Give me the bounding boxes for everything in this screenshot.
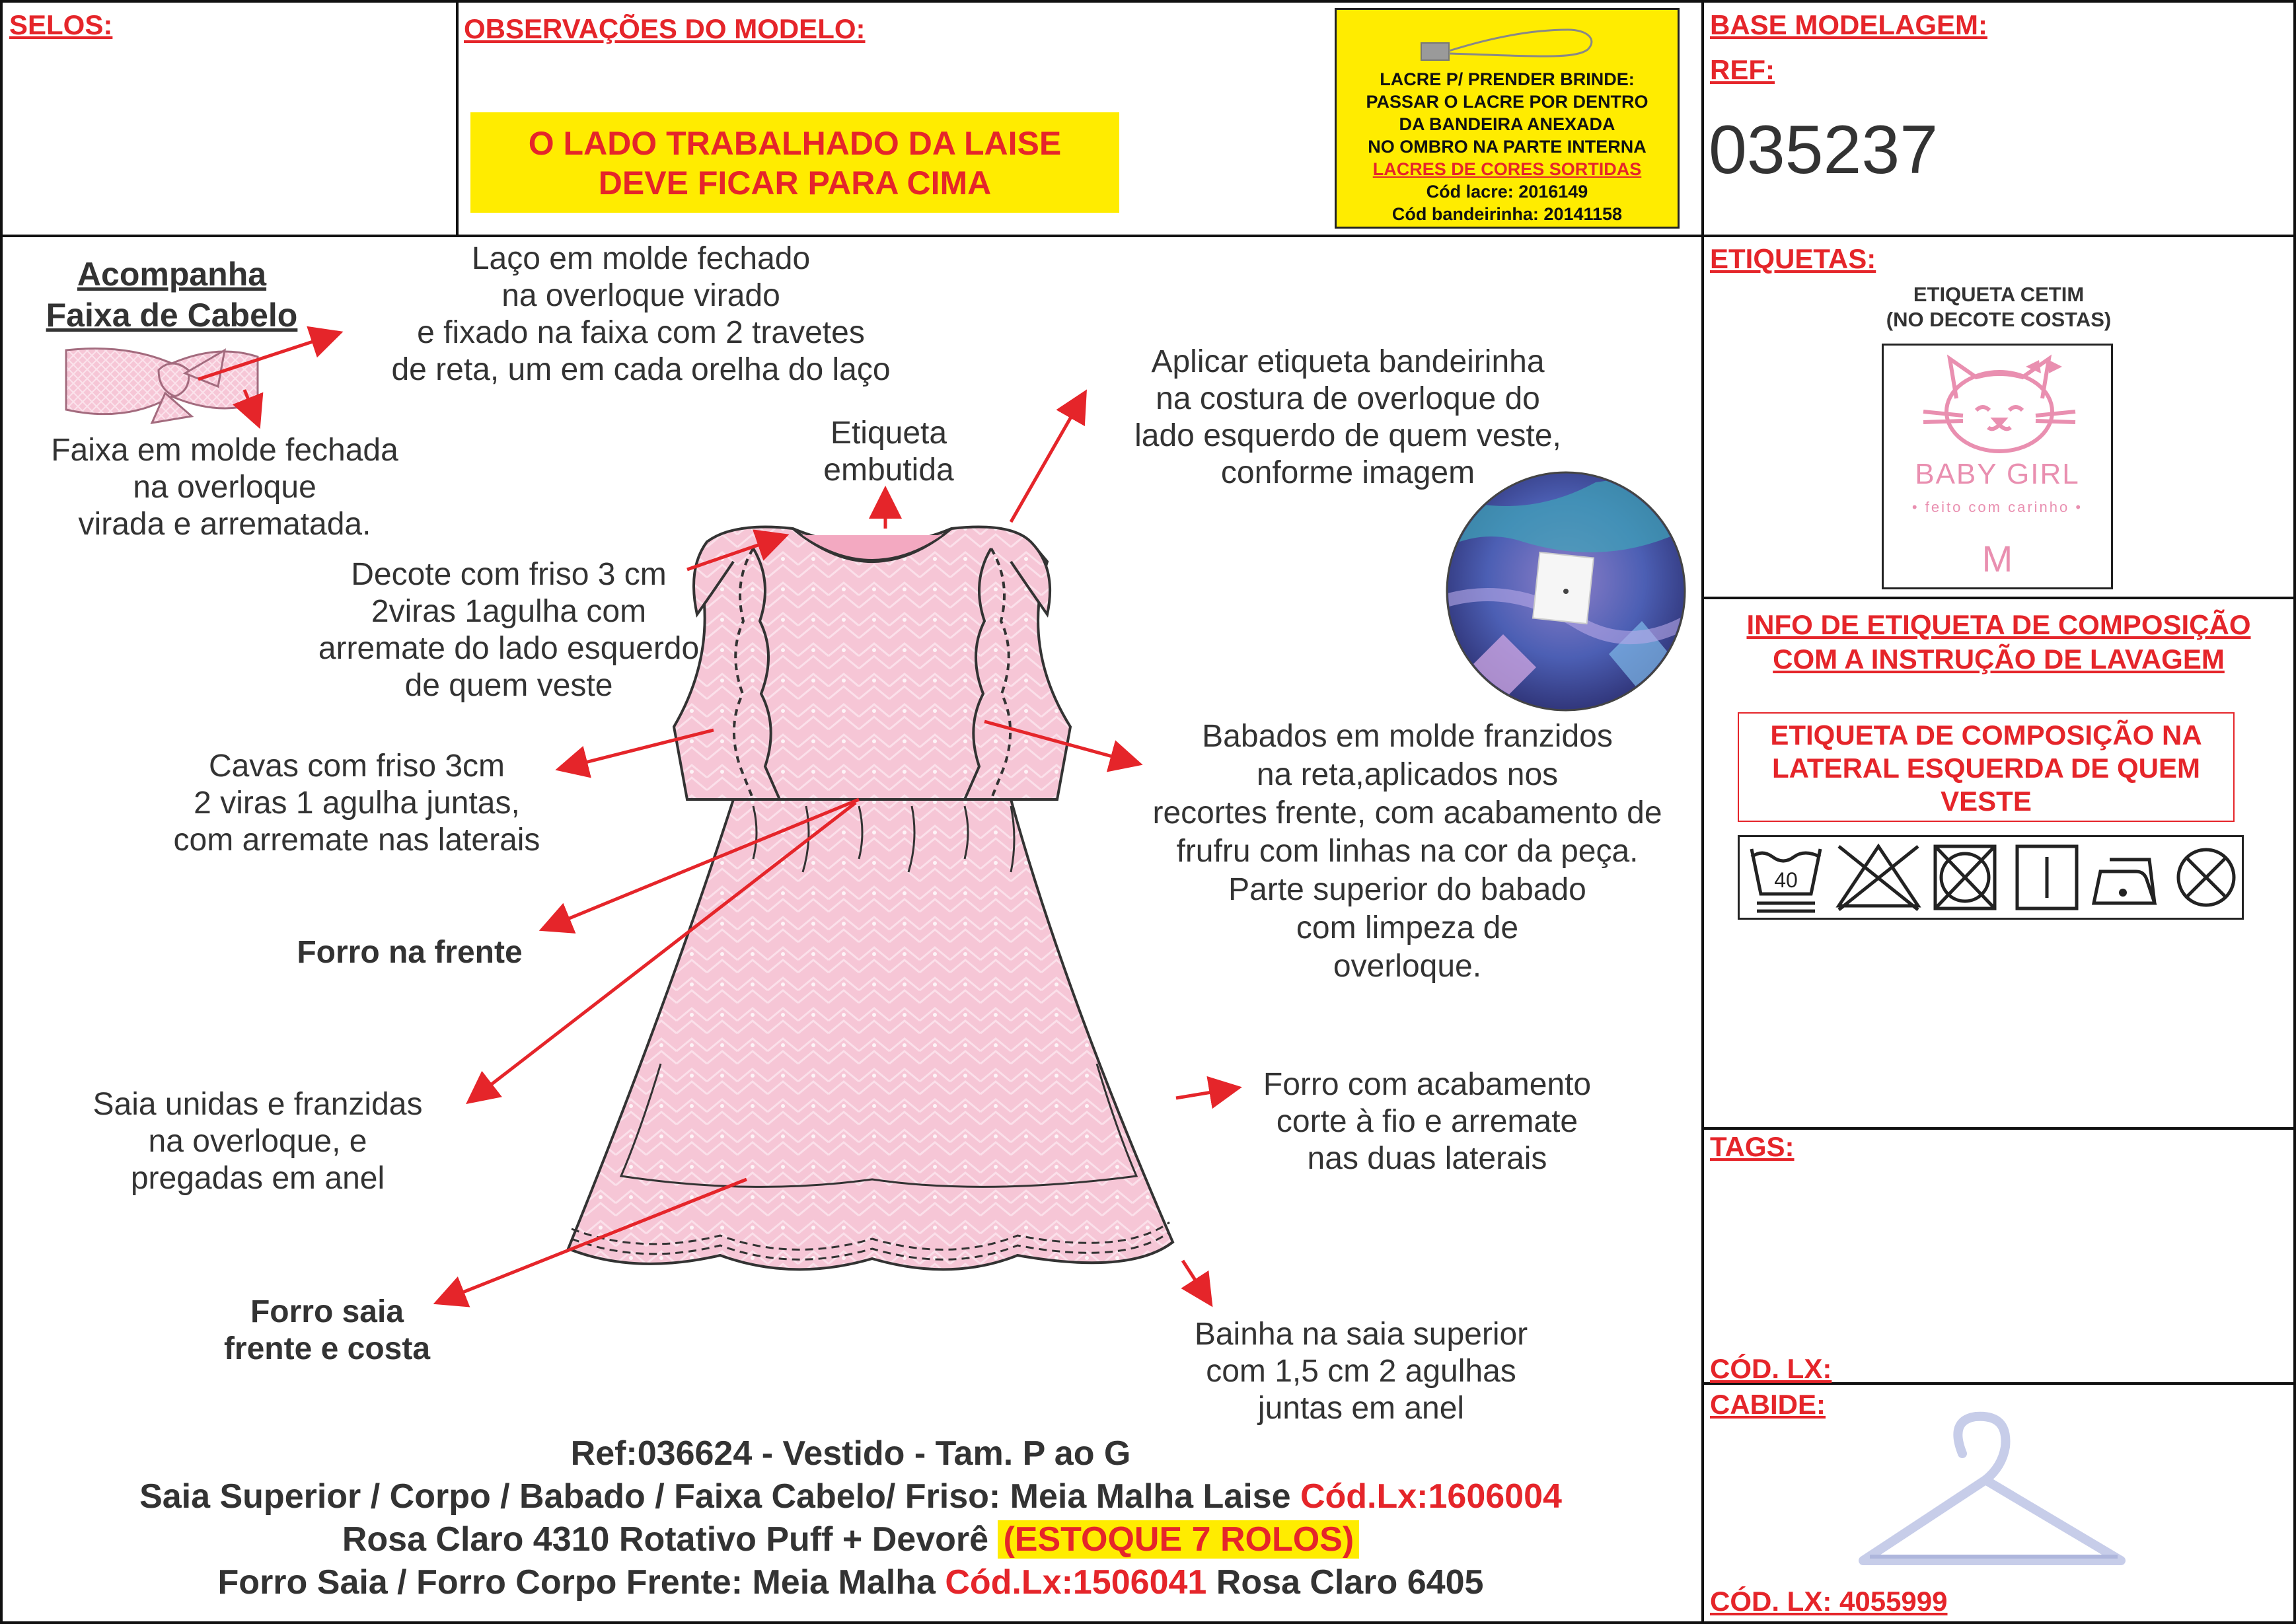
line-dry-icon bbox=[2017, 846, 2077, 908]
aplicar-line-4: conforme imagem bbox=[1220, 455, 1475, 490]
etiqueta-cetim-1: ETIQUETA CETIM bbox=[1913, 283, 2085, 306]
kitten-logo-icon bbox=[1884, 346, 2115, 458]
bainha-line-3: juntas em anel bbox=[1257, 1391, 1465, 1426]
forro-saia-line-2: frente e costa bbox=[223, 1331, 431, 1366]
aplicar-line-2: na costura de overloque do bbox=[1156, 381, 1540, 416]
cavas-line-2: 2 viras 1 agulha juntas, bbox=[194, 786, 520, 821]
comp-line-3: VESTE bbox=[1941, 786, 2032, 817]
label-tagline: • feito com carinho • bbox=[1911, 499, 2083, 515]
aplicar-line-1: Aplicar etiqueta bandeirinha bbox=[1151, 344, 1545, 379]
forro-acabamento-line-2: corte à fio e arremate bbox=[1276, 1104, 1578, 1139]
yellow-warning-line-2: DEVE FICAR PARA CIMA bbox=[598, 165, 992, 202]
footer-stock-highlight: (ESTOQUE 7 ROLOS) bbox=[998, 1520, 1359, 1559]
wash-temp: 40 bbox=[1774, 868, 1798, 892]
saia-line-1: Saia unidas e franzidas bbox=[93, 1087, 423, 1122]
saia-line-3: pregadas em anel bbox=[130, 1161, 385, 1196]
baby-girl-label bbox=[1882, 344, 2113, 589]
no-tumble-dry-icon bbox=[1935, 846, 1995, 908]
laco-line-1: Laço em molde fechado bbox=[471, 241, 811, 276]
etiqueta-cetim-2: (NO DECOTE COSTAS) bbox=[1886, 308, 2112, 331]
ref-value: 035237 bbox=[1709, 112, 1939, 188]
footer-line-4-code: Cód.Lx:1506041 bbox=[945, 1563, 1207, 1602]
comp-line-2: LATERAL ESQUERDA DE QUEM bbox=[1772, 753, 2200, 784]
iron-dot bbox=[2119, 889, 2127, 897]
faixa-line-2: na overloque bbox=[133, 470, 316, 505]
lacre-line-2: PASSAR O LACRE POR DENTRO bbox=[1366, 92, 1648, 112]
observacoes-heading: OBSERVAÇÕES DO MODELO: bbox=[464, 13, 866, 44]
lacre-red-line: LACRES DE CORES SORTIDAS bbox=[1372, 159, 1642, 179]
babados-line-7: overloque. bbox=[1333, 949, 1482, 984]
composicao-box bbox=[1738, 712, 2235, 822]
footer-line-4 bbox=[0, 1561, 1701, 1604]
tags-divider bbox=[1701, 1127, 2296, 1130]
right-panel-divider bbox=[1701, 0, 1704, 1624]
hanger-icon bbox=[1843, 1407, 2134, 1579]
decote-line-4: de quem veste bbox=[404, 668, 613, 703]
babados-line-1: Babados em molde franzidos bbox=[1202, 719, 1613, 754]
decote-line-2: 2viras 1agulha com bbox=[371, 594, 647, 629]
bottom-border bbox=[0, 1621, 2296, 1624]
lacre-line-1: LACRE P/ PRENDER BRINDE: bbox=[1380, 69, 1635, 89]
label-brand: BABY GIRL bbox=[1915, 458, 2080, 490]
babados-line-6: com limpeza de bbox=[1296, 910, 1519, 945]
label-size: M bbox=[1981, 538, 2013, 579]
footer-line-4-text: Forro Saia / Forro Corpo Frente: Meia Malha bbox=[217, 1563, 945, 1602]
cavas-line-3: com arremate nas laterais bbox=[173, 823, 540, 858]
acompanha-line-1: Acompanha bbox=[77, 256, 267, 293]
etiquetas-divider bbox=[1701, 597, 2296, 599]
acompanha-line-2: Faixa de Cabelo bbox=[46, 297, 298, 334]
info-line-2: COM A INSTRUÇÃO DE LAVAGEM bbox=[1773, 644, 2225, 675]
etiqueta-embutida-line-1: Etiqueta bbox=[830, 416, 947, 451]
cavas-line-1: Cavas com friso 3cm bbox=[208, 749, 505, 784]
bainha-line-2: com 1,5 cm 2 agulhas bbox=[1206, 1354, 1516, 1389]
etiqueta-embutida-line-2: embutida bbox=[823, 453, 954, 488]
footer-block bbox=[0, 1432, 1701, 1604]
comp-line-1: ETIQUETA DE COMPOSIÇÃO NA bbox=[1770, 720, 2202, 751]
laco-line-3: e fixado na faixa com 2 travetes bbox=[417, 315, 865, 350]
right-border bbox=[2293, 0, 2296, 1624]
forro-saia-line-1: Forro saia bbox=[250, 1294, 404, 1329]
ref-heading: REF: bbox=[1710, 54, 1775, 85]
laco-line-4: de reta, um em cada orelha do laço bbox=[391, 352, 891, 387]
forro-acabamento-line-3: nas duas laterais bbox=[1307, 1141, 1547, 1176]
cod-bandeirinha: Cód bandeirinha: 20141158 bbox=[1391, 204, 1623, 224]
footer-line-3 bbox=[0, 1518, 1701, 1561]
iron-low-icon bbox=[2094, 860, 2155, 903]
laco-line-2: na overloque virado bbox=[501, 278, 780, 313]
yellow-warning-line-1: O LADO TRABALHADO DA LAISE bbox=[528, 125, 1062, 162]
base-modelagem-heading: BASE MODELAGEM: bbox=[1710, 9, 1987, 40]
cod-lx-tags: CÓD. LX: bbox=[1710, 1353, 1832, 1384]
footer-line-2-text: Saia Superior / Corpo / Babado / Faixa Cabelo/ Friso: Meia Malha Laise bbox=[139, 1477, 1300, 1516]
decote-line-1: Decote com friso 3 cm bbox=[351, 557, 667, 592]
cod-lx-cabide: CÓD. LX: 4055999 bbox=[1710, 1586, 1948, 1617]
footer-line-1: Ref:036624 - Vestido - Tam. P ao G bbox=[570, 1434, 1131, 1473]
aplicar-line-3: lado esquerdo de quem veste, bbox=[1134, 418, 1561, 453]
etiquetas-heading: ETIQUETAS: bbox=[1710, 243, 1876, 274]
footer-line-4-color: Rosa Claro 6405 bbox=[1206, 1563, 1484, 1602]
forro-acabamento-line-1: Forro com acabamento bbox=[1263, 1067, 1592, 1102]
lacre-line-3: DA BANDEIRA ANEXADA bbox=[1399, 114, 1615, 134]
footer-line-3-text: Rosa Claro 4310 Rotativo Puff + Devorê bbox=[342, 1520, 998, 1559]
faixa-line-3: virada e arrematada. bbox=[78, 507, 371, 542]
saia-line-2: na overloque, e bbox=[148, 1124, 367, 1159]
no-bleach-icon bbox=[1839, 846, 1918, 910]
lacre-line-4: NO OMBRO NA PARTE INTERNA bbox=[1368, 137, 1647, 157]
cabide-heading: CABIDE: bbox=[1710, 1389, 1826, 1420]
no-dry-clean-icon bbox=[2178, 850, 2234, 905]
footer-line-2 bbox=[0, 1475, 1701, 1518]
babados-line-5: Parte superior do babado bbox=[1228, 872, 1586, 907]
faixa-line-1: Faixa em molde fechada bbox=[51, 433, 398, 468]
babados-line-3: recortes frente, com acabamento de bbox=[1152, 795, 1662, 830]
forro-frente-note: Forro na frente bbox=[297, 935, 523, 970]
tags-heading: TAGS: bbox=[1710, 1131, 1795, 1162]
decote-line-3: arremate do lado esquerdo bbox=[318, 631, 700, 666]
footer-line-2-code: Cód.Lx:1606004 bbox=[1300, 1477, 1562, 1516]
info-line-1: INFO DE ETIQUETA DE COMPOSIÇÃO bbox=[1746, 609, 2251, 640]
cod-lacre: Cód lacre: 2016149 bbox=[1426, 182, 1588, 202]
bainha-line-1: Bainha na saia superior bbox=[1194, 1317, 1528, 1352]
babados-line-2: na reta,aplicados nos bbox=[1256, 757, 1559, 792]
babados-line-4: frufru com linhas na cor da peça. bbox=[1176, 834, 1639, 869]
selos-heading: SELOS: bbox=[9, 9, 113, 40]
care-symbols bbox=[1738, 835, 2244, 920]
info-composicao-heading bbox=[1701, 608, 2296, 677]
